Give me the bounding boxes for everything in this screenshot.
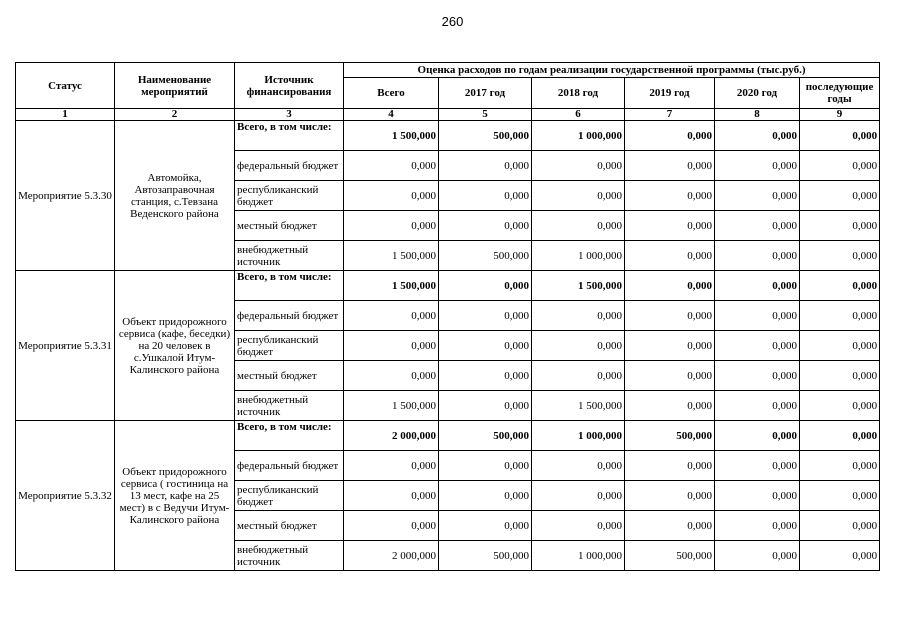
- amount-cell: 500,000: [439, 541, 532, 571]
- amount-cell: 0,000: [715, 481, 800, 511]
- measure-name: Объект придорожного сервиса ( гостиница на 13 мест, кафе на 25 мест) в с Ведучи Итум-Калинского района: [115, 421, 235, 571]
- amount-cell: 0,000: [344, 451, 439, 481]
- measure-status: Мероприятие 5.3.31: [16, 271, 115, 421]
- amount-cell: 0,000: [439, 181, 532, 211]
- amount-cell: 1 500,000: [532, 391, 625, 421]
- amount-cell: 0,000: [800, 301, 880, 331]
- amount-cell: 0,000: [715, 451, 800, 481]
- amount-cell: 2 000,000: [344, 421, 439, 451]
- col-index: 9: [800, 109, 880, 121]
- amount-cell: 0,000: [715, 121, 800, 151]
- amount-cell: 0,000: [439, 451, 532, 481]
- amount-cell: 1 500,000: [344, 121, 439, 151]
- amount-cell: 1 000,000: [532, 241, 625, 271]
- funding-source: республиканский бюджет: [235, 181, 344, 211]
- amount-cell: 0,000: [344, 511, 439, 541]
- amount-cell: 0,000: [625, 361, 715, 391]
- funding-source: Всего, в том числе:: [235, 421, 344, 451]
- amount-cell: 0,000: [439, 481, 532, 511]
- header-2020: 2020 год: [715, 78, 800, 109]
- amount-cell: 0,000: [715, 391, 800, 421]
- amount-cell: 0,000: [439, 211, 532, 241]
- amount-cell: 0,000: [715, 181, 800, 211]
- amount-cell: 0,000: [532, 481, 625, 511]
- amount-cell: 500,000: [439, 421, 532, 451]
- amount-cell: 0,000: [800, 541, 880, 571]
- funding-source: федеральный бюджет: [235, 451, 344, 481]
- amount-cell: 0,000: [800, 361, 880, 391]
- amount-cell: 0,000: [344, 481, 439, 511]
- amount-cell: 0,000: [625, 481, 715, 511]
- amount-cell: 0,000: [439, 151, 532, 181]
- amount-cell: 0,000: [715, 301, 800, 331]
- amount-cell: 1 000,000: [532, 121, 625, 151]
- amount-cell: 1 500,000: [344, 271, 439, 301]
- header-status: Статус: [16, 63, 115, 109]
- table-body: [16, 121, 880, 571]
- table-row-total: [16, 421, 880, 451]
- header-source: Источник финансирования: [235, 63, 344, 109]
- amount-cell: 0,000: [715, 151, 800, 181]
- amount-cell: 0,000: [715, 541, 800, 571]
- amount-cell: 0,000: [532, 211, 625, 241]
- funding-source: внебюджетный источник: [235, 541, 344, 571]
- amount-cell: 1 500,000: [344, 241, 439, 271]
- amount-cell: 0,000: [800, 451, 880, 481]
- amount-cell: 0,000: [800, 421, 880, 451]
- amount-cell: 0,000: [800, 481, 880, 511]
- amount-cell: 500,000: [439, 241, 532, 271]
- amount-cell: 0,000: [715, 331, 800, 361]
- budget-table: [15, 62, 880, 571]
- amount-cell: 0,000: [532, 331, 625, 361]
- amount-cell: 0,000: [800, 211, 880, 241]
- amount-cell: 0,000: [715, 511, 800, 541]
- amount-cell: 0,000: [532, 451, 625, 481]
- measure-name: Объект придорожного сервиса (кафе, беседки) на 20 человек в с.Ушкалой Итум-Калинского района: [115, 271, 235, 421]
- amount-cell: 0,000: [715, 211, 800, 241]
- funding-source: местный бюджет: [235, 211, 344, 241]
- header-estimate: Оценка расходов по годам реализации государственной программы (тыс.руб.): [344, 63, 880, 78]
- header-later: последующие годы: [800, 78, 880, 109]
- col-index: 8: [715, 109, 800, 121]
- amount-cell: 0,000: [344, 151, 439, 181]
- funding-source: федеральный бюджет: [235, 151, 344, 181]
- amount-cell: 0,000: [715, 271, 800, 301]
- funding-source: местный бюджет: [235, 361, 344, 391]
- amount-cell: 0,000: [800, 331, 880, 361]
- amount-cell: 0,000: [625, 451, 715, 481]
- amount-cell: 0,000: [800, 241, 880, 271]
- amount-cell: 0,000: [532, 511, 625, 541]
- amount-cell: 0,000: [439, 511, 532, 541]
- amount-cell: 1 500,000: [344, 391, 439, 421]
- header-name: Наименование мероприятий: [115, 63, 235, 109]
- amount-cell: 1 500,000: [532, 271, 625, 301]
- table-row-total: [16, 121, 880, 151]
- amount-cell: 1 000,000: [532, 421, 625, 451]
- amount-cell: 0,000: [344, 361, 439, 391]
- amount-cell: 1 000,000: [532, 541, 625, 571]
- amount-cell: 0,000: [625, 391, 715, 421]
- column-index-row: [16, 109, 880, 121]
- amount-cell: 0,000: [532, 151, 625, 181]
- amount-cell: 0,000: [800, 391, 880, 421]
- amount-cell: 0,000: [344, 301, 439, 331]
- funding-source: республиканский бюджет: [235, 331, 344, 361]
- col-index: 5: [439, 109, 532, 121]
- amount-cell: 0,000: [439, 331, 532, 361]
- funding-source: внебюджетный источник: [235, 391, 344, 421]
- col-index: 3: [235, 109, 344, 121]
- amount-cell: 0,000: [439, 361, 532, 391]
- header-total: Всего: [344, 78, 439, 109]
- amount-cell: 0,000: [625, 151, 715, 181]
- amount-cell: 0,000: [439, 391, 532, 421]
- col-index: 1: [16, 109, 115, 121]
- table-header: [16, 63, 880, 121]
- header-2018: 2018 год: [532, 78, 625, 109]
- amount-cell: 2 000,000: [344, 541, 439, 571]
- amount-cell: 0,000: [800, 511, 880, 541]
- amount-cell: 500,000: [625, 541, 715, 571]
- amount-cell: 0,000: [800, 121, 880, 151]
- amount-cell: 0,000: [625, 301, 715, 331]
- header-2019: 2019 год: [625, 78, 715, 109]
- measure-status: Мероприятие 5.3.32: [16, 421, 115, 571]
- measure-status: Мероприятие 5.3.30: [16, 121, 115, 271]
- amount-cell: 0,000: [800, 181, 880, 211]
- amount-cell: 0,000: [625, 511, 715, 541]
- header-2017: 2017 год: [439, 78, 532, 109]
- amount-cell: 0,000: [715, 361, 800, 391]
- table-row-total: [16, 271, 880, 301]
- amount-cell: 0,000: [800, 271, 880, 301]
- amount-cell: 0,000: [344, 331, 439, 361]
- funding-source: местный бюджет: [235, 511, 344, 541]
- amount-cell: 0,000: [715, 241, 800, 271]
- amount-cell: 0,000: [625, 241, 715, 271]
- col-index: 4: [344, 109, 439, 121]
- amount-cell: 500,000: [625, 421, 715, 451]
- measure-name: Автомойка, Автозаправочная станция, с.Тевзана Веденского района: [115, 121, 235, 271]
- amount-cell: 0,000: [439, 301, 532, 331]
- amount-cell: 0,000: [625, 271, 715, 301]
- amount-cell: 0,000: [715, 421, 800, 451]
- funding-source: Всего, в том числе:: [235, 121, 344, 151]
- col-index: 7: [625, 109, 715, 121]
- amount-cell: 0,000: [344, 211, 439, 241]
- funding-source: внебюджетный источник: [235, 241, 344, 271]
- col-index: 6: [532, 109, 625, 121]
- amount-cell: 0,000: [344, 181, 439, 211]
- amount-cell: 0,000: [625, 181, 715, 211]
- funding-source: федеральный бюджет: [235, 301, 344, 331]
- amount-cell: 0,000: [532, 361, 625, 391]
- amount-cell: 0,000: [625, 121, 715, 151]
- amount-cell: 0,000: [532, 301, 625, 331]
- amount-cell: 0,000: [625, 211, 715, 241]
- col-index: 2: [115, 109, 235, 121]
- amount-cell: 500,000: [439, 121, 532, 151]
- page-number: 260: [441, 14, 464, 29]
- amount-cell: 0,000: [532, 181, 625, 211]
- funding-source: республиканский бюджет: [235, 481, 344, 511]
- funding-source: Всего, в том числе:: [235, 271, 344, 301]
- amount-cell: 0,000: [439, 271, 532, 301]
- amount-cell: 0,000: [800, 151, 880, 181]
- amount-cell: 0,000: [625, 331, 715, 361]
